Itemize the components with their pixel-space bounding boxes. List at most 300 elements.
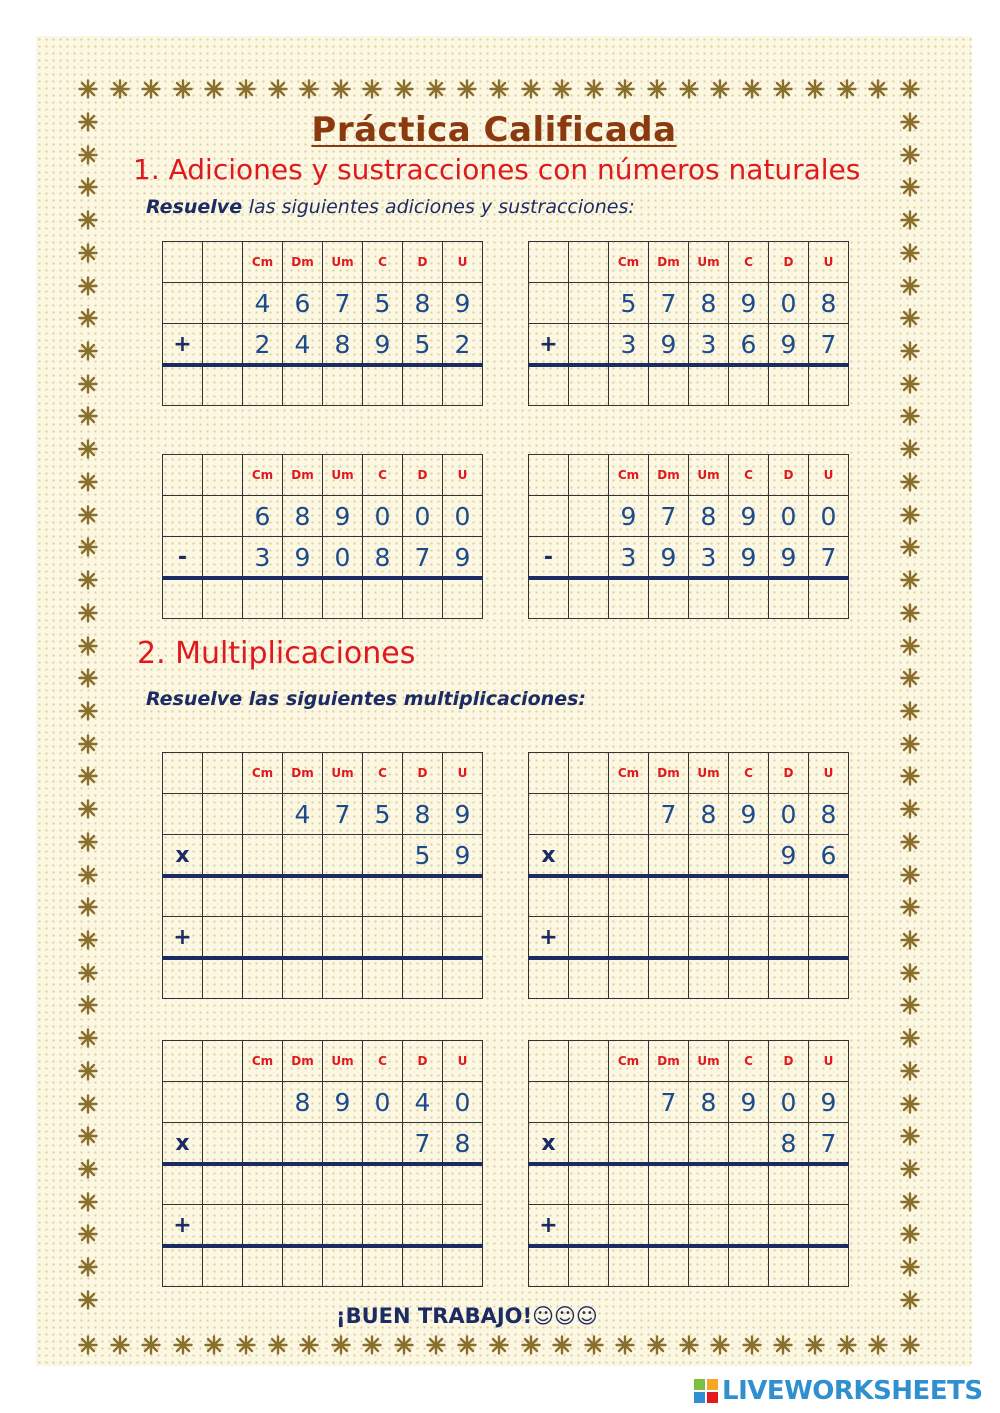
digit: 5 — [363, 283, 403, 324]
grid-cell — [569, 753, 609, 794]
operator-sign: + — [163, 324, 203, 365]
answer-cell[interactable] — [529, 1164, 569, 1205]
star-ornament-icon — [900, 1028, 920, 1048]
star-ornament-icon — [710, 1335, 730, 1355]
star-ornament-icon — [173, 1335, 193, 1355]
digit: 9 — [769, 835, 809, 876]
star-ornament-icon — [900, 374, 920, 394]
star-ornament-icon — [742, 1335, 762, 1355]
answer-cell[interactable] — [443, 876, 483, 917]
answer-cell[interactable] — [403, 365, 443, 406]
place-value-header: Dm — [649, 242, 689, 283]
star-ornament-icon — [773, 79, 793, 99]
digit: 8 — [283, 496, 323, 537]
star-ornament-icon — [394, 79, 414, 99]
star-ornament-icon — [900, 341, 920, 361]
star-ornament-icon — [615, 1335, 635, 1355]
answer-cell[interactable] — [323, 1246, 363, 1287]
answer-cell[interactable] — [203, 876, 243, 917]
grid-cell — [163, 1082, 203, 1123]
answer-cell[interactable] — [689, 876, 729, 917]
digit: 3 — [609, 324, 649, 365]
digit: 7 — [649, 1082, 689, 1123]
digit: 5 — [609, 283, 649, 324]
answer-cell[interactable] — [649, 1246, 689, 1287]
answer-cell[interactable] — [323, 578, 363, 619]
section-1-instruction — [146, 196, 635, 218]
place-value-header: U — [443, 242, 483, 283]
place-value-header: C — [729, 1041, 769, 1082]
digit: 0 — [769, 1082, 809, 1123]
answer-cell[interactable] — [569, 958, 609, 999]
answer-cell[interactable] — [163, 1164, 203, 1205]
answer-cell[interactable] — [809, 876, 849, 917]
star-ornament-icon — [173, 79, 193, 99]
answer-cell[interactable] — [809, 1246, 849, 1287]
grid-cell — [529, 794, 569, 835]
answer-cell[interactable] — [323, 365, 363, 406]
star-ornament-icon — [900, 276, 920, 296]
answer-cell[interactable] — [729, 365, 769, 406]
digit: 5 — [403, 835, 443, 876]
place-value-header: Dm — [649, 1041, 689, 1082]
place-value-header: C — [729, 753, 769, 794]
footer-message: ¡BUEN TRABAJO!☺☺☺ — [336, 1304, 598, 1328]
grid-cell — [323, 1123, 363, 1164]
digit: 5 — [363, 794, 403, 835]
answer-cell[interactable] — [283, 1205, 323, 1246]
answer-cell[interactable] — [443, 958, 483, 999]
answer-cell[interactable] — [283, 1246, 323, 1287]
answer-cell[interactable] — [163, 1246, 203, 1287]
answer-cell[interactable] — [403, 876, 443, 917]
star-ornament-icon — [236, 1335, 256, 1355]
answer-cell[interactable] — [403, 958, 443, 999]
answer-cell[interactable] — [163, 365, 203, 406]
star-ornament-icon — [773, 1335, 793, 1355]
star-ornament-icon — [457, 1335, 477, 1355]
answer-cell[interactable] — [649, 1205, 689, 1246]
answer-cell[interactable] — [529, 958, 569, 999]
answer-cell[interactable] — [769, 578, 809, 619]
digit: 8 — [689, 283, 729, 324]
digit: 4 — [243, 283, 283, 324]
answer-cell[interactable] — [569, 1205, 609, 1246]
answer-cell[interactable] — [363, 578, 403, 619]
star-ornament-icon — [900, 832, 920, 852]
answer-cell[interactable] — [363, 876, 403, 917]
digit: 9 — [649, 324, 689, 365]
place-value-header: Dm — [283, 1041, 323, 1082]
star-ornament-icon — [900, 406, 920, 426]
star-ornament-icon — [900, 930, 920, 950]
star-ornament-icon — [78, 243, 98, 263]
exercise-grid-4 — [528, 454, 849, 619]
place-value-header: U — [809, 1041, 849, 1082]
digit: 2 — [243, 324, 283, 365]
grid-cell — [609, 794, 649, 835]
answer-cell[interactable] — [203, 578, 243, 619]
answer-cell[interactable] — [809, 917, 849, 958]
answer-cell[interactable] — [203, 917, 243, 958]
answer-cell[interactable] — [809, 1205, 849, 1246]
answer-cell[interactable] — [163, 578, 203, 619]
answer-cell[interactable] — [363, 1246, 403, 1287]
star-ornament-icon — [362, 1335, 382, 1355]
answer-cell[interactable] — [443, 1205, 483, 1246]
answer-cell[interactable] — [403, 1246, 443, 1287]
place-value-header: Cm — [243, 1041, 283, 1082]
answer-cell[interactable] — [243, 578, 283, 619]
place-value-header: C — [363, 242, 403, 283]
answer-cell[interactable] — [729, 1205, 769, 1246]
star-ornament-icon — [552, 1335, 572, 1355]
star-ornament-icon — [299, 1335, 319, 1355]
digit: 4 — [283, 324, 323, 365]
answer-cell[interactable] — [403, 1205, 443, 1246]
answer-cell[interactable] — [569, 876, 609, 917]
answer-cell[interactable] — [649, 1164, 689, 1205]
answer-cell[interactable] — [729, 958, 769, 999]
answer-cell[interactable] — [363, 365, 403, 406]
answer-cell[interactable] — [729, 1164, 769, 1205]
grid-cell — [569, 1123, 609, 1164]
answer-cell[interactable] — [649, 578, 689, 619]
answer-cell[interactable] — [609, 958, 649, 999]
star-ornament-icon — [78, 701, 98, 721]
digit: 9 — [729, 283, 769, 324]
digit: 6 — [243, 496, 283, 537]
place-value-header: D — [403, 242, 443, 283]
star-ornament-icon — [78, 766, 98, 786]
grid-cell — [649, 1123, 689, 1164]
grid-cell — [163, 242, 203, 283]
star-ornament-icon — [900, 636, 920, 656]
digit: 7 — [649, 794, 689, 835]
digit: 0 — [403, 496, 443, 537]
answer-cell[interactable] — [243, 917, 283, 958]
place-value-header: U — [809, 242, 849, 283]
answer-cell[interactable] — [363, 958, 403, 999]
answer-cell[interactable] — [283, 876, 323, 917]
star-ornament-icon — [78, 930, 98, 950]
place-value-header: D — [403, 753, 443, 794]
result-rule — [162, 1244, 483, 1248]
star-ornament-icon — [78, 799, 98, 819]
digit: 9 — [729, 496, 769, 537]
answer-cell[interactable] — [283, 365, 323, 406]
grid-cell — [363, 835, 403, 876]
star-ornament-icon — [78, 1126, 98, 1146]
digit: 9 — [443, 537, 483, 578]
star-ornament-icon — [78, 1290, 98, 1310]
digit: 3 — [243, 537, 283, 578]
star-ornament-icon — [236, 79, 256, 99]
star-ornament-icon — [837, 79, 857, 99]
result-rule — [162, 363, 483, 367]
grid-cell — [203, 1041, 243, 1082]
answer-cell[interactable] — [609, 1205, 649, 1246]
answer-cell[interactable] — [569, 917, 609, 958]
answer-cell[interactable] — [569, 365, 609, 406]
digit: 8 — [809, 283, 849, 324]
digit: 4 — [403, 1082, 443, 1123]
star-ornament-icon — [900, 1192, 920, 1212]
star-ornament-icon — [362, 79, 382, 99]
answer-cell[interactable] — [769, 1164, 809, 1205]
answer-cell[interactable] — [443, 365, 483, 406]
answer-cell[interactable] — [283, 958, 323, 999]
digit: 0 — [769, 496, 809, 537]
answer-cell[interactable] — [243, 1246, 283, 1287]
star-ornament-icon — [78, 1335, 98, 1355]
instruction-bold: Resuelve — [146, 196, 243, 218]
answer-cell[interactable] — [443, 917, 483, 958]
answer-cell[interactable] — [243, 1164, 283, 1205]
star-border-top — [78, 79, 920, 99]
answer-cell[interactable] — [363, 1164, 403, 1205]
star-ornament-icon — [521, 79, 541, 99]
answer-cell[interactable] — [163, 876, 203, 917]
grid-cell — [283, 835, 323, 876]
digit: 4 — [283, 794, 323, 835]
grid-cell — [529, 1041, 569, 1082]
result-rule — [528, 363, 849, 367]
answer-cell[interactable] — [769, 876, 809, 917]
answer-cell[interactable] — [283, 1164, 323, 1205]
answer-cell[interactable] — [243, 958, 283, 999]
star-ornament-icon — [110, 79, 130, 99]
answer-cell[interactable] — [443, 1246, 483, 1287]
operator-sign: - — [163, 537, 203, 578]
star-ornament-icon — [331, 1335, 351, 1355]
answer-cell[interactable] — [323, 1164, 363, 1205]
result-rule — [528, 576, 849, 580]
place-value-header: D — [769, 1041, 809, 1082]
star-ornament-icon — [78, 734, 98, 754]
answer-cell[interactable] — [323, 958, 363, 999]
star-ornament-icon — [900, 439, 920, 459]
star-ornament-icon — [900, 701, 920, 721]
star-ornament-icon — [78, 406, 98, 426]
answer-cell[interactable] — [729, 578, 769, 619]
answer-cell[interactable] — [203, 1164, 243, 1205]
answer-cell[interactable] — [609, 365, 649, 406]
grid-cell — [689, 1123, 729, 1164]
place-value-header: Um — [323, 1041, 363, 1082]
instruction-rest: las siguientes adiciones y sustracciones: — [248, 196, 635, 218]
star-ornament-icon — [710, 79, 730, 99]
answer-cell[interactable] — [609, 578, 649, 619]
answer-cell[interactable] — [809, 1164, 849, 1205]
digit: 9 — [769, 324, 809, 365]
star-ornament-icon — [78, 1257, 98, 1277]
operator-sign: x — [529, 835, 569, 876]
result-rule — [162, 1162, 483, 1166]
result-rule — [528, 1244, 849, 1248]
section-2-heading: 2. Multiplicaciones — [137, 636, 416, 671]
digit: 8 — [443, 1123, 483, 1164]
answer-cell[interactable] — [529, 578, 569, 619]
answer-cell[interactable] — [443, 578, 483, 619]
answer-cell[interactable] — [729, 1246, 769, 1287]
digit: 8 — [363, 537, 403, 578]
place-value-header: Um — [323, 455, 363, 496]
grid-cell — [729, 835, 769, 876]
star-ornament-icon — [552, 79, 572, 99]
star-ornament-icon — [78, 1224, 98, 1244]
star-ornament-icon — [141, 79, 161, 99]
answer-cell[interactable] — [403, 1164, 443, 1205]
star-ornament-icon — [900, 1290, 920, 1310]
grid-cell — [163, 794, 203, 835]
answer-cell[interactable] — [403, 578, 443, 619]
star-border-right — [900, 112, 920, 1310]
digit: 9 — [649, 537, 689, 578]
answer-cell[interactable] — [403, 917, 443, 958]
place-value-header: Um — [689, 753, 729, 794]
answer-cell[interactable] — [323, 917, 363, 958]
answer-cell[interactable] — [243, 876, 283, 917]
answer-cell[interactable] — [649, 365, 689, 406]
answer-cell[interactable] — [649, 917, 689, 958]
place-value-header: Cm — [243, 753, 283, 794]
place-value-header: Cm — [609, 753, 649, 794]
answer-cell[interactable] — [323, 1205, 363, 1246]
answer-cell[interactable] — [609, 917, 649, 958]
star-ornament-icon — [78, 636, 98, 656]
place-value-header: C — [729, 242, 769, 283]
star-ornament-icon — [110, 1335, 130, 1355]
place-value-header: Cm — [609, 242, 649, 283]
answer-cell[interactable] — [649, 958, 689, 999]
place-value-header: Cm — [609, 455, 649, 496]
answer-cell[interactable] — [529, 876, 569, 917]
answer-cell[interactable] — [689, 365, 729, 406]
digit: 0 — [769, 794, 809, 835]
answer-cell[interactable] — [729, 917, 769, 958]
place-value-header: Cm — [243, 242, 283, 283]
operator-sign: + — [163, 1205, 203, 1246]
answer-cell[interactable] — [609, 1246, 649, 1287]
answer-cell[interactable] — [769, 365, 809, 406]
answer-cell[interactable] — [363, 1205, 403, 1246]
answer-cell[interactable] — [569, 1246, 609, 1287]
star-ornament-icon — [900, 963, 920, 983]
grid-cell — [203, 324, 243, 365]
answer-cell[interactable] — [243, 1205, 283, 1246]
star-ornament-icon — [742, 79, 762, 99]
answer-cell[interactable] — [769, 1205, 809, 1246]
grid-cell — [529, 455, 569, 496]
star-ornament-icon — [78, 341, 98, 361]
answer-cell[interactable] — [649, 876, 689, 917]
grid-cell — [203, 753, 243, 794]
star-ornament-icon — [647, 79, 667, 99]
digit: 2 — [443, 324, 483, 365]
star-ornament-icon — [900, 1257, 920, 1277]
grid-cell — [649, 835, 689, 876]
digit: 9 — [323, 496, 363, 537]
digit: 0 — [363, 496, 403, 537]
star-ornament-icon — [78, 1192, 98, 1212]
answer-cell[interactable] — [529, 1246, 569, 1287]
digit: 8 — [769, 1123, 809, 1164]
answer-cell[interactable] — [443, 1164, 483, 1205]
result-rule — [162, 956, 483, 960]
place-value-header: C — [363, 753, 403, 794]
place-value-header: D — [769, 455, 809, 496]
grid-cell — [203, 794, 243, 835]
grid-cell — [203, 496, 243, 537]
answer-cell[interactable] — [203, 1246, 243, 1287]
place-value-header: Um — [689, 242, 729, 283]
grid-cell — [203, 455, 243, 496]
operator-sign: x — [529, 1123, 569, 1164]
answer-cell[interactable] — [689, 1246, 729, 1287]
star-ornament-icon — [78, 537, 98, 557]
grid-cell — [569, 1041, 609, 1082]
answer-cell[interactable] — [569, 578, 609, 619]
answer-cell[interactable] — [689, 1164, 729, 1205]
answer-cell[interactable] — [203, 1205, 243, 1246]
answer-cell[interactable] — [609, 1164, 649, 1205]
answer-cell[interactable] — [689, 958, 729, 999]
digit: 5 — [403, 324, 443, 365]
operator-sign: x — [163, 835, 203, 876]
answer-cell[interactable] — [689, 578, 729, 619]
grid-cell — [243, 835, 283, 876]
answer-cell[interactable] — [809, 365, 849, 406]
answer-cell[interactable] — [323, 876, 363, 917]
answer-cell[interactable] — [569, 1164, 609, 1205]
digit: 7 — [809, 324, 849, 365]
answer-cell[interactable] — [163, 958, 203, 999]
digit: 9 — [323, 1082, 363, 1123]
digit: 9 — [443, 283, 483, 324]
answer-cell[interactable] — [769, 958, 809, 999]
digit: 0 — [443, 1082, 483, 1123]
answer-cell[interactable] — [769, 917, 809, 958]
brand-text: LIVEWORKSHEETS — [722, 1376, 983, 1406]
answer-cell[interactable] — [809, 958, 849, 999]
answer-cell[interactable] — [609, 876, 649, 917]
answer-cell[interactable] — [363, 917, 403, 958]
answer-cell[interactable] — [729, 876, 769, 917]
star-ornament-icon — [900, 79, 920, 99]
answer-cell[interactable] — [243, 365, 283, 406]
answer-cell[interactable] — [203, 958, 243, 999]
grid-cell — [323, 835, 363, 876]
answer-cell[interactable] — [529, 365, 569, 406]
place-value-header: D — [769, 753, 809, 794]
result-rule — [528, 1162, 849, 1166]
star-ornament-icon — [78, 210, 98, 230]
place-value-header: Dm — [283, 242, 323, 283]
grid-cell — [569, 1082, 609, 1123]
answer-cell[interactable] — [203, 365, 243, 406]
answer-cell[interactable] — [689, 917, 729, 958]
answer-cell[interactable] — [769, 1246, 809, 1287]
answer-cell[interactable] — [689, 1205, 729, 1246]
digit: 9 — [443, 794, 483, 835]
star-ornament-icon — [900, 668, 920, 688]
digit: 9 — [769, 537, 809, 578]
answer-cell[interactable] — [283, 917, 323, 958]
answer-cell[interactable] — [283, 578, 323, 619]
answer-cell[interactable] — [809, 578, 849, 619]
star-ornament-icon — [78, 865, 98, 885]
